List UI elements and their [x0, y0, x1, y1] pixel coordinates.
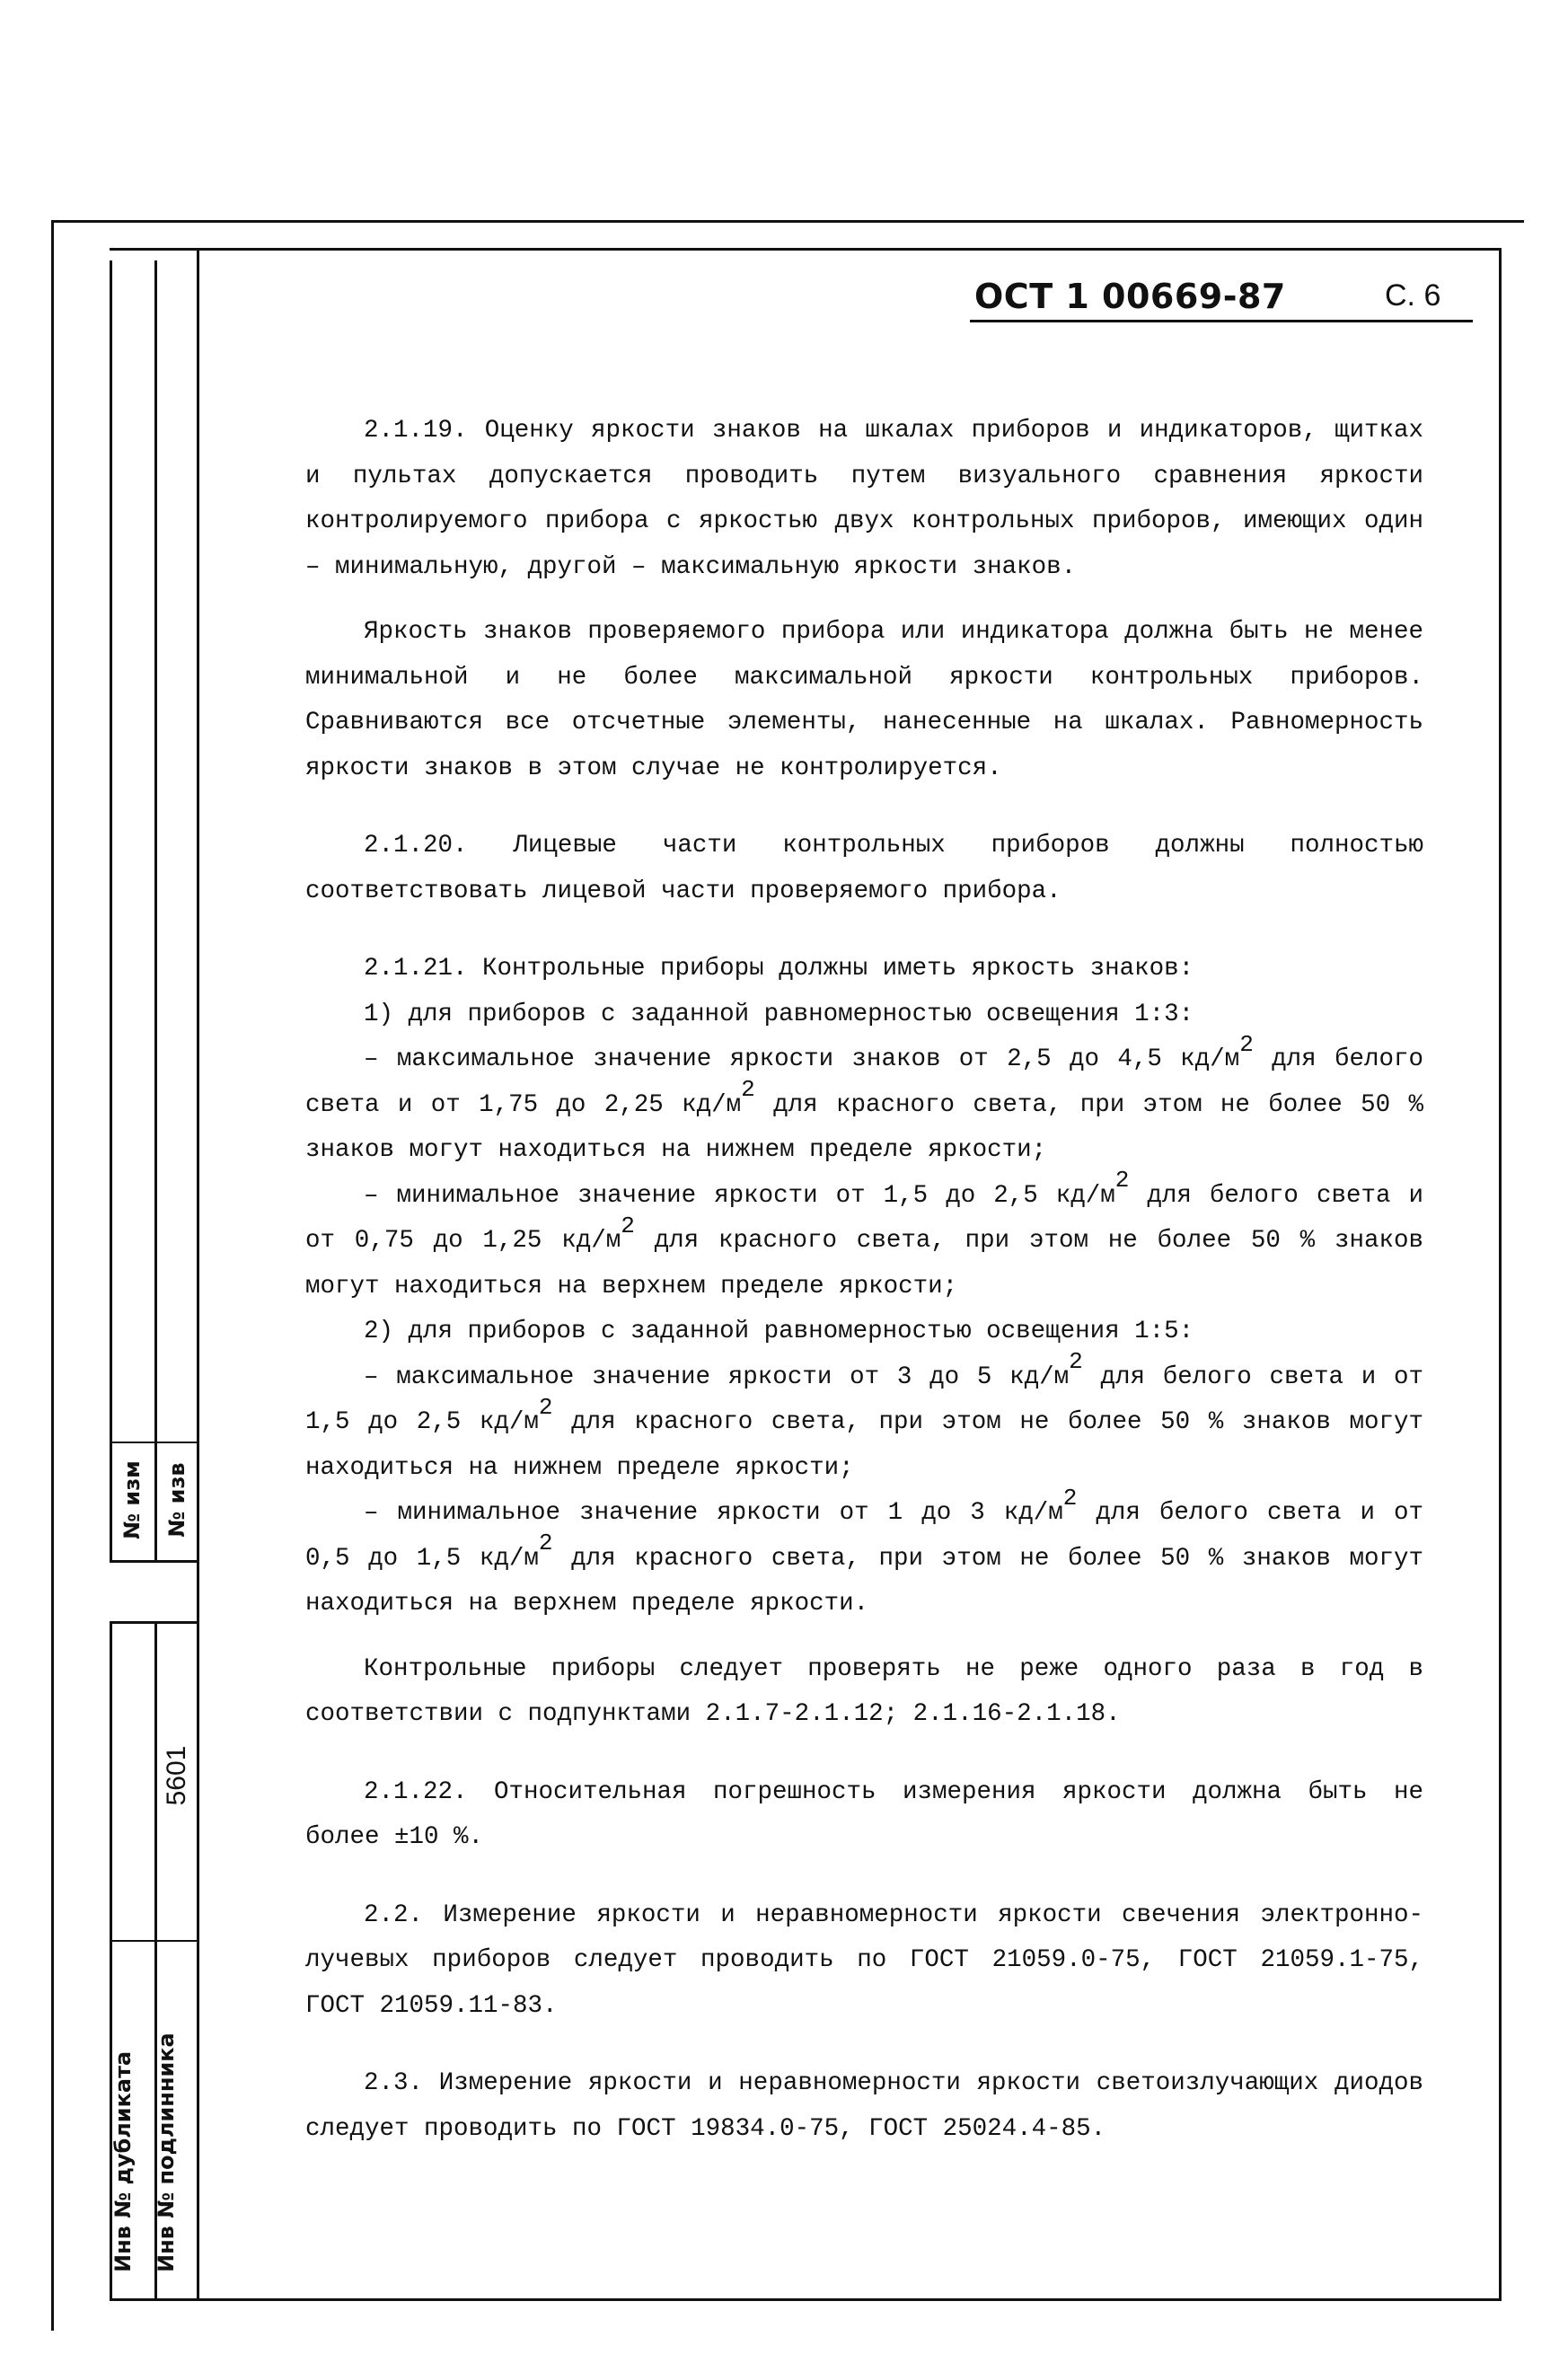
margin-lower-sep	[110, 1940, 199, 1942]
item2-min-a: – минимальное значение яркости от 1 до 3 кд/м	[364, 1499, 1063, 1527]
para-2-1-20: 2.1.20. Лицевые части контрольных приборов должны полностью соответствовать лицевой части проверяемого прибора.	[305, 832, 1423, 905]
item1-min	[305, 1167, 1424, 1310]
doc-code: ОСТ 1 00669-87	[974, 277, 1286, 316]
frame-bottom	[110, 2298, 1502, 2301]
para-check: Контрольные приборы следует проверять не реже одного раза в год в соответствии с подпунктами 2.1.7-2.1.12; 2.1.16-2.1.18.	[305, 1654, 1423, 1728]
sup-2: 2	[1069, 1348, 1083, 1376]
item2-min	[305, 1484, 1423, 1627]
item2-min-b: для белого света и от 0,5 до 1,5 кд/м	[305, 1499, 1423, 1573]
margin-upper-mid	[154, 260, 157, 1563]
sup-2: 2	[538, 1393, 553, 1421]
item2-max-c: для красного света, при этом не более 50 % знаков могут находиться на нижнем пределе яркости;	[305, 1408, 1423, 1482]
sup-2: 2	[1114, 1167, 1130, 1195]
margin-upper-outer	[110, 260, 112, 1563]
sup-2: 2	[741, 1076, 755, 1104]
para-2-1-19a: 2.1.19. Оценку яркости знаков на шкалах приборов и индикаторов, щитках и пультах допускается проводить путем визуального сравнения яркости контролируемого прибора с яркостью двух контрольных приборов, имеющих один – минимальную, другой – максимальную яркости знаков.	[305, 417, 1423, 581]
top-rule	[51, 220, 1524, 223]
item2-max	[305, 1348, 1424, 1492]
margin-no-izv: № изв	[164, 1462, 189, 1538]
para-2-2: 2.2. Измерение яркости и неравномерности яркости свечения электронно-лучевых приборов следует проводить по ГОСТ 21059.0-75, ГОСТ 21059.1-75, ГОСТ 21059.11-83.	[305, 1900, 1423, 2020]
frame-top	[110, 248, 1502, 251]
sup-2: 2	[621, 1212, 635, 1239]
document-body	[305, 409, 1423, 2152]
doc-code-underline	[970, 320, 1473, 322]
frame-inner-left	[197, 248, 199, 2301]
item1-title: 1) для приборов с заданной равномерностью освещения 1:3:	[364, 1000, 1194, 1028]
sup-2: 2	[1239, 1030, 1254, 1058]
para-2-1-21: 2.1.21. Контрольные приборы должны иметь яркость знаков:	[364, 955, 1194, 983]
sup-2: 2	[1062, 1484, 1078, 1512]
item1-max-c: для красного света, при этом не более 50 % знаков могут находиться на нижнем пределе яркости;	[305, 1090, 1423, 1164]
item2-title: 2) для приборов с заданной равномерностью освещения 1:5:	[364, 1318, 1194, 1345]
item1-min-a: – минимальное значение яркости от 1,5 до 2,5 кд/м	[364, 1181, 1115, 1210]
page-number: С. 6	[1385, 278, 1441, 313]
margin-no-izm: № изм	[119, 1460, 145, 1539]
margin-upper-bottom	[110, 1560, 199, 1563]
item1-max-b: для белого света и от 1,75 до 2,25 кд/м	[305, 1045, 1423, 1119]
margin-inv-no-podl: 5601	[162, 1745, 191, 1806]
para-2-1-22: 2.1.22. Относительная погрешность измерения яркости должна быть не более ±10 %.	[305, 1777, 1423, 1851]
item1-min-b: для белого света и от 0,75 до 1,25 кд/м	[305, 1181, 1423, 1255]
margin-cell-line	[110, 1442, 199, 1443]
sup-2: 2	[538, 1530, 553, 1557]
para-2-1-19b: Яркость знаков проверяемого прибора или индикатора должна быть не менее минимальной и не более максимальной яркости контрольных приборов. Сравниваются все отсчетные элементы, нанесенные на шкалах. Равномерность яркости знаков в этом случае не контролируется.	[305, 618, 1423, 782]
para-2-3: 2.3. Измерение яркости и неравномерности яркости светоизлучающих диодов следует проводить по ГОСТ 19834.0-75, ГОСТ 25024.4-85.	[305, 2069, 1423, 2143]
item1-min-c: для красного света, при этом не более 50 % знаков могут находиться на верхнем пределе яркости;	[305, 1227, 1424, 1301]
frame-right	[1499, 248, 1502, 2301]
item2-max-a: – максимальное значение яркости от 3 до 5 кд/м	[364, 1362, 1070, 1391]
item1-max-a: – максимальное значение яркости знаков от 2,5 до 4,5 кд/м	[364, 1045, 1240, 1073]
item1-max	[305, 1030, 1423, 1174]
margin-inv-podl: Инв № подлинника	[154, 2032, 179, 2272]
item2-min-c: для красного света, при этом не более 50 % знаков могут находиться на верхнем пределе яркости.	[305, 1544, 1423, 1618]
item2-max-b: для белого света и от 1,5 до 2,5 кд/м	[305, 1362, 1424, 1436]
margin-inv-dubl: Инв № дубликата	[110, 2050, 136, 2272]
left-rule	[51, 220, 54, 2331]
